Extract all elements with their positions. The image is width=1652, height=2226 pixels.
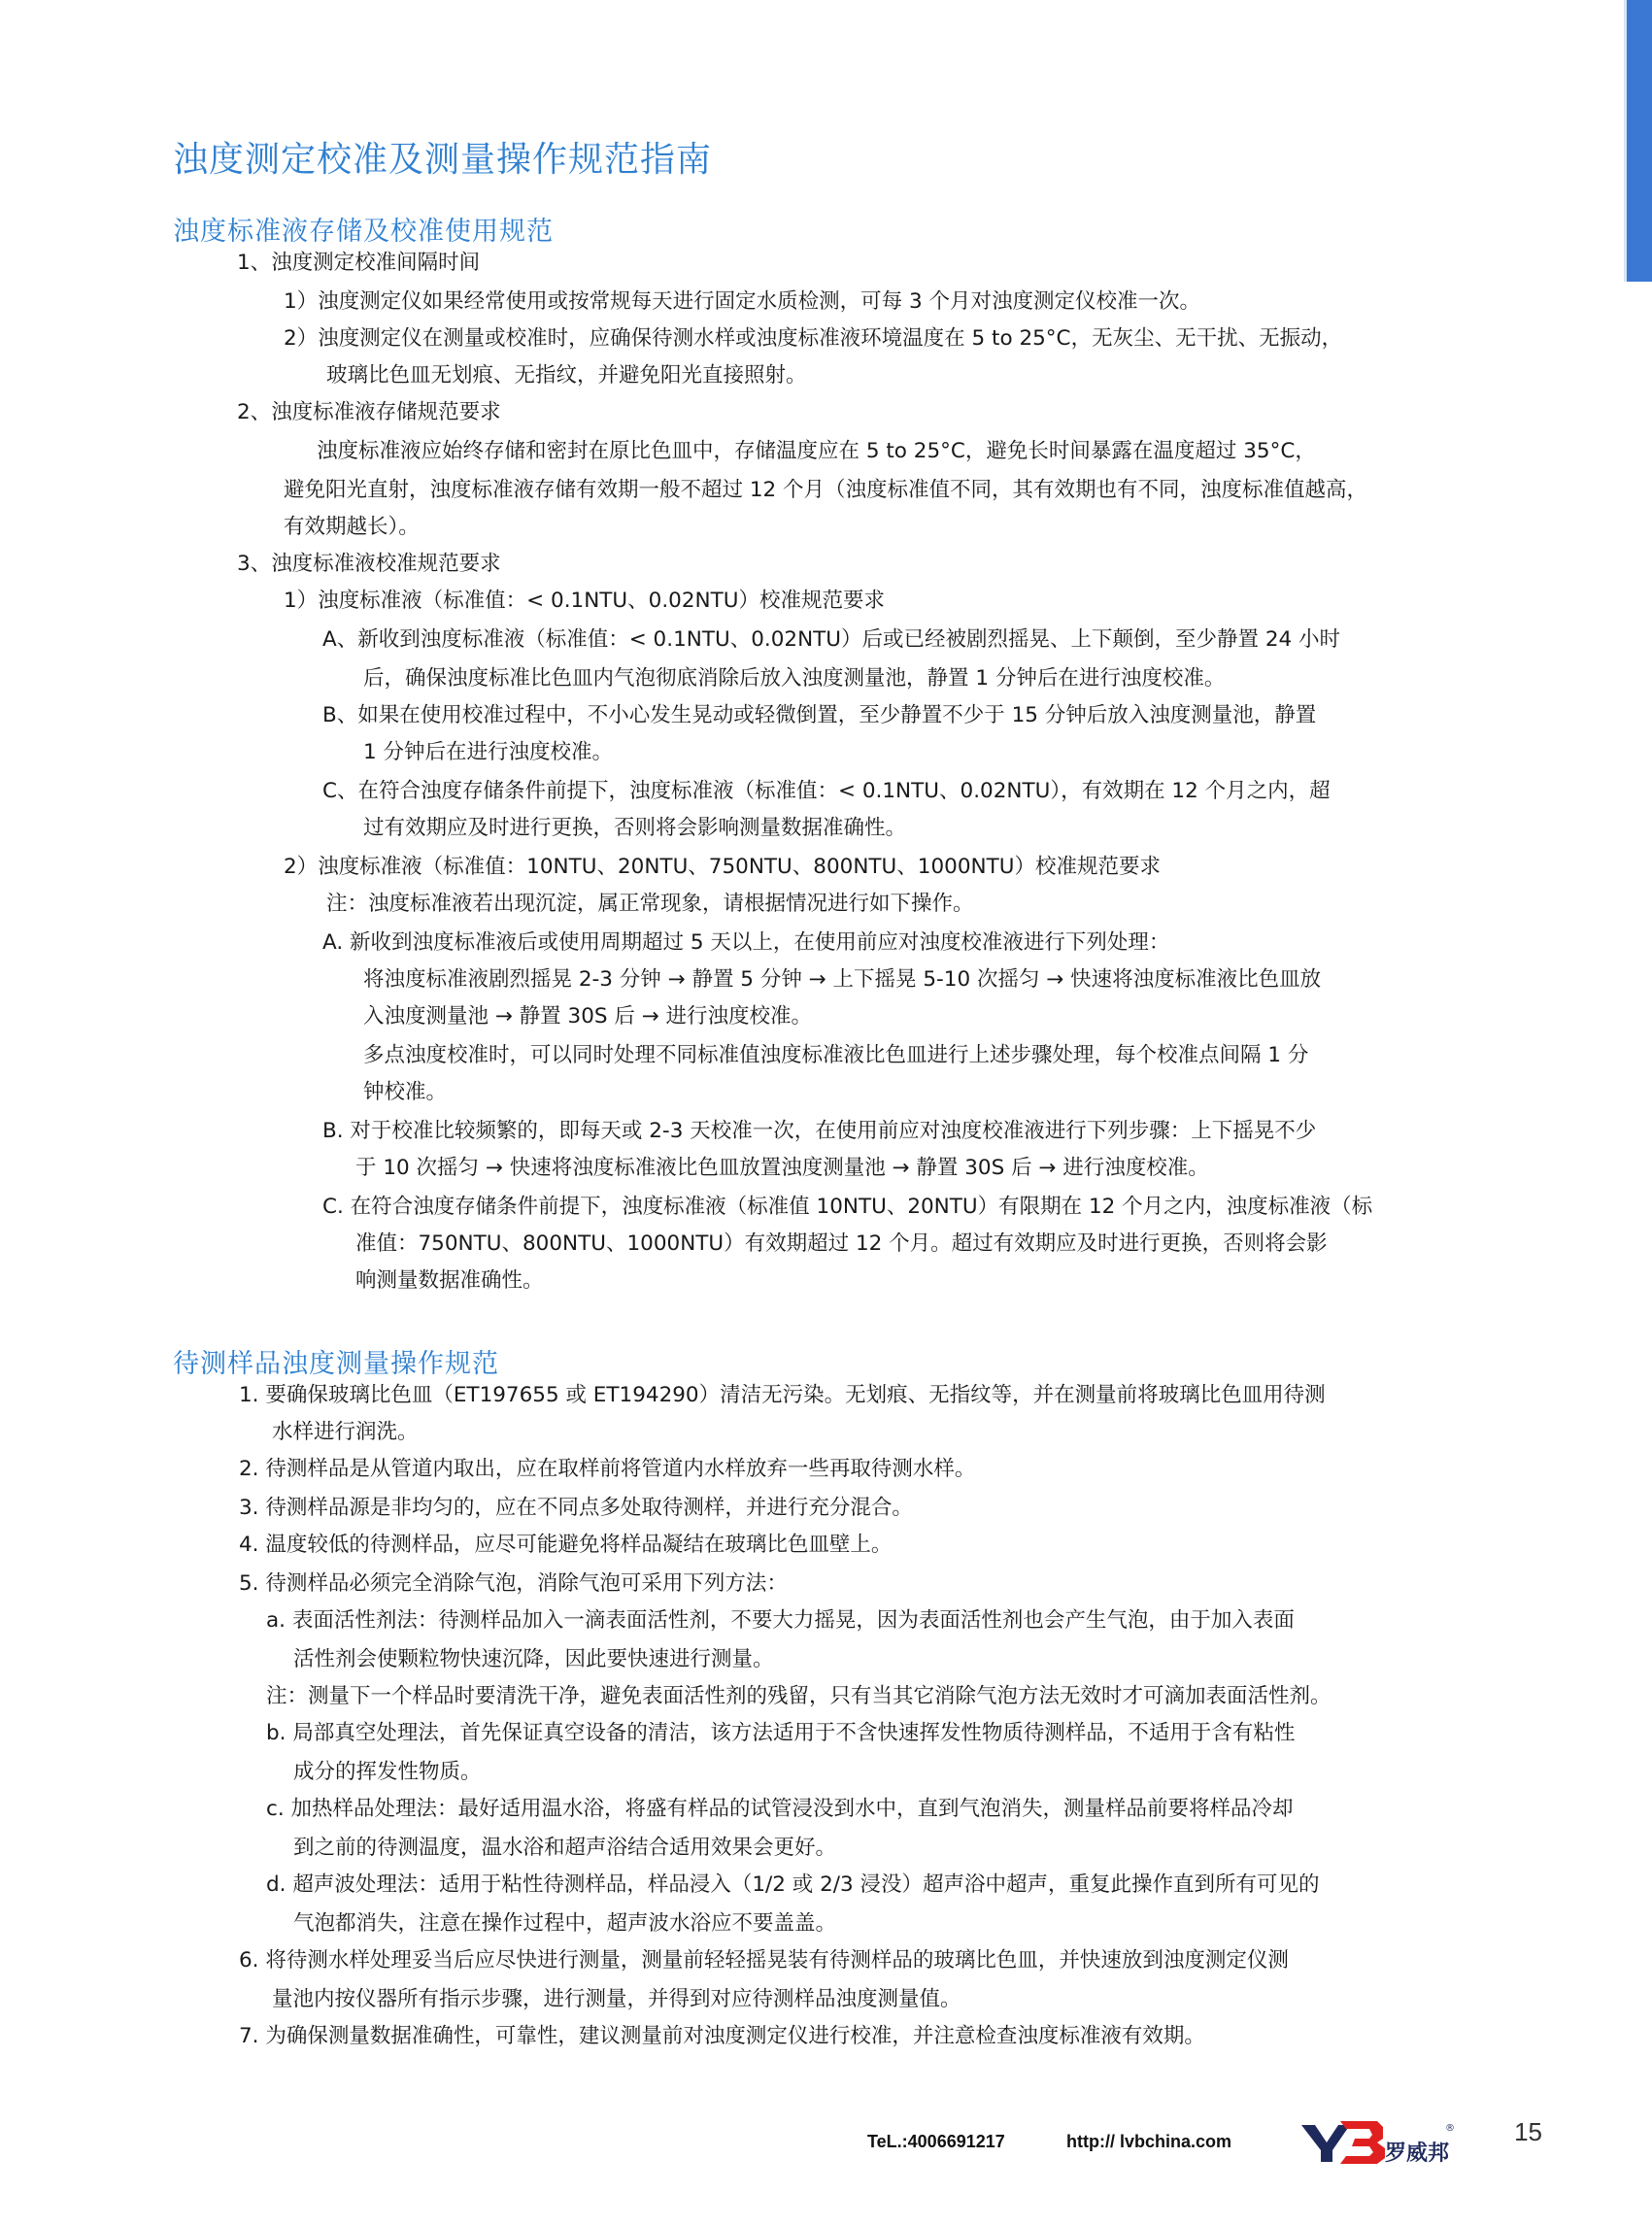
- footer-phone: TeL.:4006691217: [867, 2132, 1005, 2151]
- section1-line: 响测量数据准确性。: [355, 1268, 544, 1293]
- section2-line: 4. 温度较低的待测样品，应尽可能避免将样品凝结在玻璃比色皿壁上。: [239, 1533, 893, 1557]
- section1-line: 于 10 次摇匀 → 快速将浊度标准液比色皿放置浊度测量池 → 静置 30S 后 → 进行浊度校准。: [355, 1156, 1209, 1180]
- section1-line: B、如果在使用校准过程中，不小心发生晃动或轻微倒置，至少静置不少于 15 分钟后放入浊度测量池，静置: [322, 703, 1317, 727]
- section1-line: B. 对于校准比较频繁的，即每天或 2-3 天校准一次，在使用前应对浊度校准液进行下列步骤：上下摇晃不少: [322, 1119, 1317, 1143]
- side-accent-bar: [1627, 0, 1652, 282]
- section2-line: 活性剂会使颗粒物快速沉降，因此要快速进行测量。: [293, 1647, 774, 1671]
- section2-line: 成分的挥发性物质。: [293, 1760, 482, 1784]
- svg-text:®: ®: [1445, 2123, 1455, 2134]
- section1-line: 1、浊度测定校准间隔时间: [237, 251, 481, 275]
- section1-line: 玻璃比色皿无划痕、无指纹，并避免阳光直接照射。: [326, 363, 807, 388]
- section1-line: C、在符合浊度存储条件前提下，浊度标准液（标准值：< 0.1NTU、0.02NTU），有效期在 12 个月之内，超: [322, 779, 1331, 803]
- logo-text: 罗威邦: [1385, 2142, 1450, 2166]
- section2-line: 5. 待测样品必须完全消除气泡，消除气泡可采用下列方法：: [239, 1571, 788, 1596]
- section2-line: 气泡都消失，注意在操作过程中，超声波水浴应不要盖盖。: [293, 1911, 837, 1936]
- section1-line: 浊度标准液应始终存储和密封在原比色皿中，存储温度应在 5 to 25°C，避免长时间暴露在温度超过 35°C，: [317, 439, 1316, 463]
- section1-line: 2）浊度标准液（标准值：10NTU、20NTU、750NTU、800NTU、1000NTU）校准规范要求: [284, 855, 1161, 879]
- section1-line: 2）浊度测定仪在测量或校准时，应确保待测水样或浊度标准液环境温度在 5 to 25°C，无灰尘、无干扰、无振动，: [284, 326, 1343, 351]
- section2-line: 2. 待测样品是从管道内取出，应在取样前将管道内水样放弃一些再取待测水样。: [239, 1457, 976, 1481]
- section2-line: 1. 要确保玻璃比色皿（ET197655 或 ET194290）清洁无污染。无划痕、无指纹等，并在测量前将玻璃比色皿用待测: [239, 1383, 1326, 1407]
- section1-line: A. 新收到浊度标准液后或使用周期超过 5 天以上，在使用前应对浊度校准液进行下列处理：: [322, 930, 1170, 955]
- section1-line: 1 分钟后在进行浊度校准。: [363, 740, 614, 764]
- section1-line: 准值：750NTU、800NTU、1000NTU）有效期超过 12 个月。超过有效期应及时进行更换，否则将会影: [355, 1231, 1328, 1256]
- page-title: 浊度测定校准及测量操作规范指南: [173, 140, 713, 180]
- section1-line: 注：浊度标准液若出现沉淀，属正常现象，请根据情况进行如下操作。: [326, 892, 974, 916]
- section1-line: 避免阳光直射，浊度标准液存储有效期一般不超过 12 个月（浊度标准值不同，其有效期也有不同，浊度标准值越高，: [284, 478, 1368, 502]
- section1-line: 1）浊度标准液（标准值：< 0.1NTU、0.02NTU）校准规范要求: [284, 589, 885, 613]
- footer-website-link[interactable]: http:// lvbchina.com: [1066, 2132, 1232, 2151]
- company-logo: [1301, 2117, 1453, 2166]
- section2-line: 量池内按仪器所有指示步骤，进行测量，并得到对应待测样品浊度测量值。: [272, 1987, 961, 2011]
- section2-line: 水样进行润洗。: [272, 1420, 419, 1444]
- section1-line: 入浊度测量池 → 静置 30S 后 → 进行浊度校准。: [363, 1004, 813, 1029]
- section1-line: A、新收到浊度标准液（标准值：< 0.1NTU、0.02NTU）后或已经被剧烈摇晃、上下颠倒，至少静置 24 小时: [322, 627, 1341, 652]
- section2-line: 到之前的待测温度，温水浴和超声浴结合适用效果会更好。: [293, 1836, 837, 1860]
- section1-line: 2、浊度标准液存储规范要求: [237, 400, 501, 424]
- section-heading-sample-measurement: 待测样品浊度测量操作规范: [173, 1349, 499, 1379]
- section1-line: 钟校准。: [363, 1080, 448, 1104]
- section1-line: C. 在符合浊度存储条件前提下，浊度标准液（标准值 10NTU、20NTU）有限期在 12 个月之内，浊度标准液（标: [322, 1195, 1373, 1219]
- section2-line: b. 局部真空处理法，首先保证真空设备的清洁，该方法适用于不含快速挥发性物质待测样品，不适用于含有粘性: [266, 1721, 1296, 1745]
- section1-line: 1）浊度测定仪如果经常使用或按常规每天进行固定水质检测，可每 3 个月对浊度测定仪校准一次。: [284, 289, 1201, 314]
- section1-line: 后，确保浊度标准比色皿内气泡彻底消除后放入浊度测量池，静置 1 分钟后在进行浊度校准。: [363, 666, 1226, 691]
- section1-line: 有效期越长）。: [284, 515, 420, 539]
- section2-line: 3. 待测样品源是非均匀的，应在不同点多处取待测样，并进行充分混合。: [239, 1496, 913, 1520]
- section2-line: 7. 为确保测量数据准确性，可靠性，建议测量前对浊度测定仪进行校准，并注意检查浊度标准液有效期。: [239, 2024, 1205, 2048]
- section2-line: c. 加热样品处理法：最好适用温水浴，将盛有样品的试管浸没到水中，直到气泡消失，测量样品前要将样品冷却: [266, 1797, 1294, 1821]
- section1-line: 过有效期应及时进行更换，否则将会影响测量数据准确性。: [363, 816, 907, 840]
- page-number: 15: [1514, 2117, 1542, 2146]
- section2-line: d. 超声波处理法：适用于粘性待测样品，样品浸入（1/2 或 2/3 浸没）超声浴中超声，重复此操作直到所有可见的: [266, 1872, 1320, 1897]
- section1-line: 多点浊度校准时，可以同时处理不同标准值浊度标准液比色皿进行上述步骤处理，每个校准点间隔 1 分: [363, 1043, 1309, 1067]
- section1-line: 3、浊度标准液校准规范要求: [237, 552, 501, 576]
- section2-line: 注：测量下一个样品时要清洗干净，避免表面活性剂的残留，只有当其它消除气泡方法无效时才可滴加表面活性剂。: [266, 1684, 1332, 1708]
- section-heading-standard-solution: 浊度标准液存储及校准使用规范: [173, 217, 554, 247]
- section2-line: 6. 将待测水样处理妥当后应尽快进行测量，测量前轻轻摇晃装有待测样品的玻璃比色皿，并快速放到浊度测定仪测: [239, 1948, 1289, 1973]
- section2-line: a. 表面活性剂法：待测样品加入一滴表面活性剂，不要大力摇晃，因为表面活性剂也会产生气泡，由于加入表面: [266, 1608, 1295, 1633]
- section1-line: 将浊度标准液剧烈摇晃 2-3 分钟 → 静置 5 分钟 → 上下摇晃 5-10 次摇匀 → 快速将浊度标准液比色皿放: [363, 967, 1322, 992]
